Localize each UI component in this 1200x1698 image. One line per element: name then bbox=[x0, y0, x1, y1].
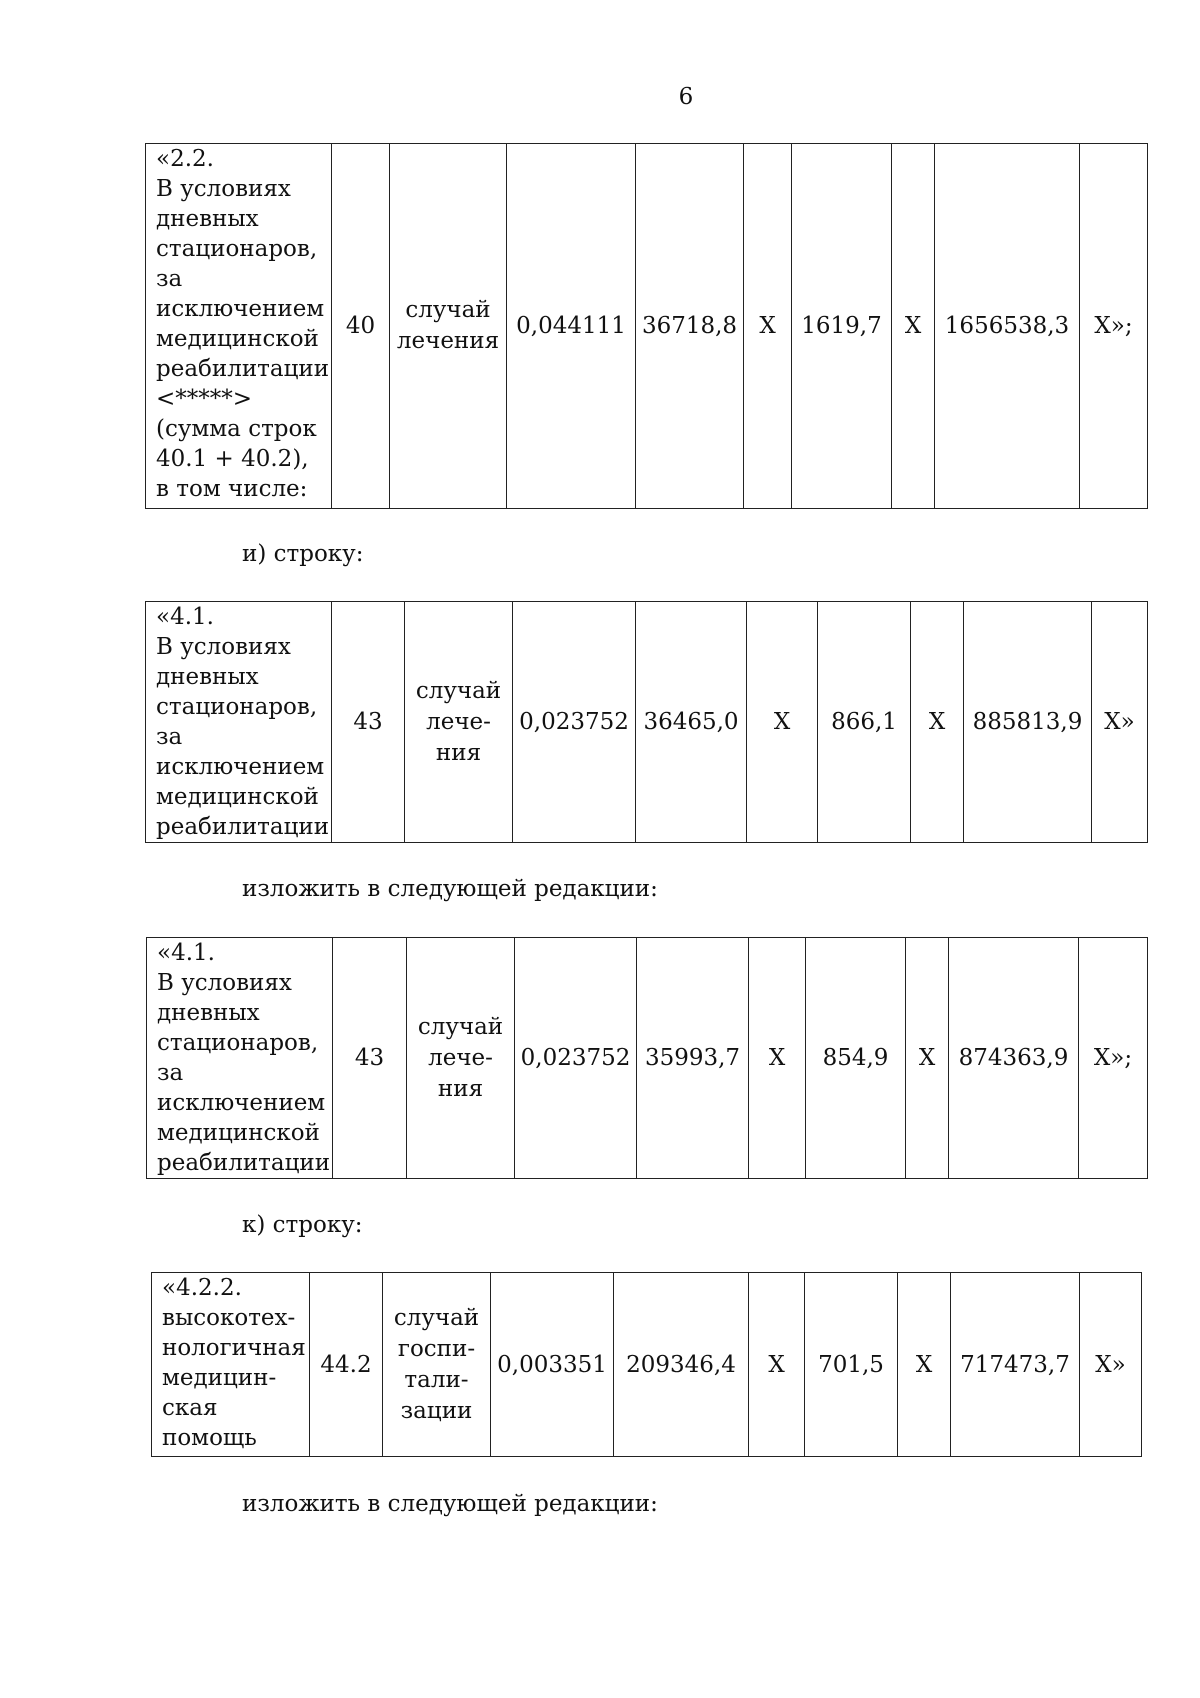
value-cell: Х bbox=[744, 144, 792, 509]
unit-line: ния bbox=[437, 1075, 484, 1102]
label-line: в том числе: bbox=[156, 476, 308, 502]
row-label bbox=[152, 1273, 310, 1457]
label-line: 40.1 + 40.2), bbox=[156, 446, 309, 472]
label-line: стационаров, bbox=[156, 236, 318, 262]
unit-line: лече- bbox=[426, 708, 491, 735]
table-row bbox=[146, 144, 1148, 509]
value-cell: 36465,0 bbox=[636, 602, 747, 843]
label-line: за bbox=[156, 266, 183, 292]
value-cell: Х»; bbox=[1079, 938, 1148, 1179]
amendment-table-3 bbox=[146, 937, 1148, 1179]
unit-line: случай bbox=[393, 1304, 480, 1331]
label-line: (сумма строк bbox=[156, 416, 317, 442]
label-line: высокотех- bbox=[162, 1305, 296, 1331]
value-cell: 717473,7 bbox=[951, 1273, 1080, 1457]
label-line: дневных bbox=[156, 664, 259, 690]
value-cell: Х»; bbox=[1080, 144, 1148, 509]
value-cell: Х bbox=[898, 1273, 951, 1457]
amendment-table-4 bbox=[151, 1272, 1142, 1457]
label-line: медицинской bbox=[157, 1120, 320, 1146]
value-cell: 1656538,3 bbox=[935, 144, 1080, 509]
value-cell: Х» bbox=[1080, 1273, 1142, 1457]
value-cell: 866,1 bbox=[818, 602, 911, 843]
label-line: реабилитации bbox=[156, 814, 330, 840]
label-line: дневных bbox=[156, 206, 259, 232]
value-cell: 885813,9 bbox=[964, 602, 1092, 843]
label-line: за bbox=[156, 724, 183, 750]
value-cell: 874363,9 bbox=[949, 938, 1079, 1179]
value-cell: Х bbox=[906, 938, 949, 1179]
label-line: исключением bbox=[156, 296, 325, 322]
paragraph-instruction: и) строку: bbox=[242, 541, 364, 567]
label-line: ская bbox=[162, 1395, 218, 1421]
value-cell: 0,023752 bbox=[515, 938, 637, 1179]
row-label bbox=[147, 938, 333, 1179]
unit-cell bbox=[405, 602, 513, 843]
amendment-table-2 bbox=[145, 601, 1148, 843]
label-line: В условиях bbox=[157, 970, 292, 996]
value-cell: Х» bbox=[1092, 602, 1148, 843]
label-line: стационаров, bbox=[156, 694, 318, 720]
value-cell: 701,5 bbox=[805, 1273, 898, 1457]
unit-line: зации bbox=[400, 1397, 473, 1424]
row-label bbox=[146, 144, 332, 509]
row-label bbox=[146, 602, 332, 843]
value-cell: 35993,7 bbox=[637, 938, 749, 1179]
paragraph-instruction: изложить в следующей редакции: bbox=[242, 1491, 658, 1517]
label-line: реабилитации bbox=[156, 356, 330, 382]
label-line: за bbox=[157, 1060, 184, 1086]
label-line: реабилитации bbox=[157, 1150, 331, 1176]
unit-line: случай bbox=[415, 677, 502, 704]
label-line: «4.1. bbox=[156, 604, 214, 630]
value-cell: Х bbox=[749, 1273, 805, 1457]
unit-line: ния bbox=[435, 739, 482, 766]
amendment-table-1 bbox=[145, 143, 1148, 509]
value-cell: Х bbox=[892, 144, 935, 509]
unit-line: лече- bbox=[428, 1044, 493, 1071]
value-cell: 854,9 bbox=[806, 938, 906, 1179]
row-number: 44.2 bbox=[310, 1273, 383, 1457]
label-line: «4.2.2. bbox=[162, 1275, 242, 1301]
label-line: помощь bbox=[162, 1425, 257, 1451]
label-line: медицинской bbox=[156, 326, 319, 352]
value-cell: Х bbox=[911, 602, 964, 843]
label-line: <*****> bbox=[156, 386, 253, 412]
label-line: медицинской bbox=[156, 784, 319, 810]
value-cell: Х bbox=[747, 602, 818, 843]
label-line: нологичная bbox=[162, 1335, 306, 1361]
label-line: «4.1. bbox=[157, 940, 215, 966]
unit-cell bbox=[383, 1273, 491, 1457]
paragraph-instruction: изложить в следующей редакции: bbox=[242, 876, 658, 902]
label-line: «2.2. bbox=[156, 146, 214, 172]
unit-line: госпи- bbox=[397, 1335, 476, 1362]
row-number: 43 bbox=[333, 938, 407, 1179]
unit-line: тали- bbox=[404, 1366, 469, 1393]
paragraph-instruction: к) строку: bbox=[242, 1212, 363, 1238]
label-line: исключением bbox=[156, 754, 325, 780]
unit-cell bbox=[390, 144, 507, 509]
value-cell: 0,023752 bbox=[513, 602, 636, 843]
table-row bbox=[147, 938, 1148, 1179]
unit-line: случай bbox=[417, 1013, 504, 1040]
value-cell: 0,003351 bbox=[491, 1273, 614, 1457]
label-line: дневных bbox=[157, 1000, 260, 1026]
value-cell: Х bbox=[749, 938, 806, 1179]
label-line: исключением bbox=[157, 1090, 326, 1116]
value-cell: 36718,8 bbox=[636, 144, 744, 509]
unit-line: лечения bbox=[396, 328, 500, 354]
unit-cell bbox=[407, 938, 515, 1179]
page-number: 6 bbox=[678, 84, 694, 110]
row-number: 43 bbox=[332, 602, 405, 843]
label-line: В условиях bbox=[156, 634, 291, 660]
value-cell: 209346,4 bbox=[614, 1273, 749, 1457]
table-row bbox=[146, 602, 1148, 843]
label-line: медицин- bbox=[162, 1365, 277, 1391]
value-cell: 1619,7 bbox=[792, 144, 892, 509]
label-line: В условиях bbox=[156, 176, 291, 202]
row-number: 40 bbox=[332, 144, 390, 509]
label-line: стационаров, bbox=[157, 1030, 319, 1056]
value-cell: 0,044111 bbox=[507, 144, 636, 509]
unit-line: случай bbox=[405, 297, 491, 323]
table-row bbox=[152, 1273, 1142, 1457]
